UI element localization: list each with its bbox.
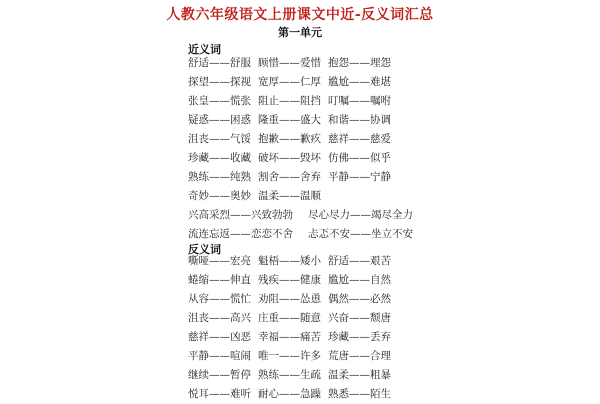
synonyms-list <box>188 54 588 244</box>
word-pair-row <box>188 252 588 271</box>
word-pair-row <box>188 130 588 149</box>
word-pair-row <box>188 168 588 187</box>
word-pair-row <box>188 111 588 130</box>
unit-heading: 第一单元 <box>278 26 322 39</box>
word-pair-row <box>188 271 588 290</box>
word-pair: 破坏——毁坏 <box>258 152 321 164</box>
word-pair: 唯一——许多 <box>258 350 321 362</box>
word-pair: 荒唐——合理 <box>328 350 391 362</box>
word-pair: 从容——慌忙 <box>188 293 251 305</box>
word-pair-row <box>188 73 588 92</box>
word-pair-row <box>188 225 588 244</box>
word-pair: 慈祥——凶恶 <box>188 331 251 343</box>
word-pair: 庄重——随意 <box>258 312 321 324</box>
word-pair: 仿佛——似乎 <box>328 152 391 164</box>
word-pair: 兴奋——颓唐 <box>328 312 391 324</box>
word-pair: 魁梧——矮小 <box>258 255 321 267</box>
document-title: 人教六年级语文上册课文中近-反义词汇总 <box>166 7 434 23</box>
word-pair: 蜷缩——伸直 <box>188 274 251 286</box>
word-pair: 沮丧——高兴 <box>188 312 251 324</box>
word-pair: 流连忘返——恋恋不舍 <box>188 228 293 240</box>
word-pair: 疑惑——困惑 <box>188 114 251 126</box>
word-pair: 尴尬——自然 <box>328 274 391 286</box>
word-pair: 兴高采烈——兴致勃勃 <box>188 209 293 221</box>
word-pair: 悦耳——难听 <box>188 388 251 400</box>
word-pair: 珍藏——丢弃 <box>328 331 391 343</box>
word-pair: 残疾——健康 <box>258 274 321 286</box>
word-pair: 耐心——急躁 <box>258 388 321 400</box>
word-pair: 慈祥——慈爱 <box>328 133 391 145</box>
word-pair-row <box>188 187 588 206</box>
word-pair: 隆重——盛大 <box>258 114 321 126</box>
word-pair: 割舍——舍弃 <box>258 171 321 183</box>
word-pair-row <box>188 92 588 111</box>
word-pair-row <box>188 385 588 404</box>
word-pair: 熟悉——陌生 <box>328 388 391 400</box>
word-pair: 忐忑不安——坐立不安 <box>308 228 413 240</box>
word-pair: 尽心尽力——竭尽全力 <box>308 209 413 221</box>
word-pair: 奇妙——奥妙 <box>188 190 251 202</box>
word-pair-row <box>188 54 588 73</box>
word-pair-row <box>188 347 588 366</box>
word-pair: 平静——宁静 <box>328 171 391 183</box>
word-pair: 幸福——痛苦 <box>258 331 321 343</box>
word-pair: 温柔——粗暴 <box>328 369 391 381</box>
word-pair: 尴尬——难堪 <box>328 76 391 88</box>
word-pair: 继续——暂停 <box>188 369 251 381</box>
word-pair: 抱怨——埋怨 <box>328 57 391 69</box>
word-pair: 熟练——生疏 <box>258 369 321 381</box>
word-pair-row <box>188 290 588 309</box>
word-pair: 抱歉——歉疚 <box>258 133 321 145</box>
word-pair: 舒适——舒服 <box>188 57 251 69</box>
antonyms-heading: 反义词 <box>188 243 221 256</box>
word-pair: 探望——探视 <box>188 76 251 88</box>
word-pair: 阻止——阻挡 <box>258 95 321 107</box>
word-pair-row <box>188 328 588 347</box>
word-pair: 珍藏——收藏 <box>188 152 251 164</box>
word-pair: 张皇——慌张 <box>188 95 251 107</box>
word-pair: 平静——喧闹 <box>188 350 251 362</box>
word-pair: 叮嘱——嘱咐 <box>328 95 391 107</box>
word-pair: 温柔——温顺 <box>258 190 321 202</box>
synonyms-heading: 近义词 <box>188 43 221 56</box>
word-pair: 顾惜——爱惜 <box>258 57 321 69</box>
word-pair: 劝阻——怂恿 <box>258 293 321 305</box>
word-pair: 和谐——协调 <box>328 114 391 126</box>
word-pair: 宽厚——仁厚 <box>258 76 321 88</box>
word-pair-row <box>188 149 588 168</box>
word-pair: 嘶哑——宏亮 <box>188 255 251 267</box>
word-pair-row <box>188 366 588 385</box>
word-pair: 熟练——纯熟 <box>188 171 251 183</box>
word-pair-row <box>188 309 588 328</box>
word-pair: 沮丧——气馁 <box>188 133 251 145</box>
word-pair: 舒适——艰苦 <box>328 255 391 267</box>
word-pair: 偶然——必然 <box>328 293 391 305</box>
antonyms-list <box>188 252 588 404</box>
word-pair-row <box>188 206 588 225</box>
